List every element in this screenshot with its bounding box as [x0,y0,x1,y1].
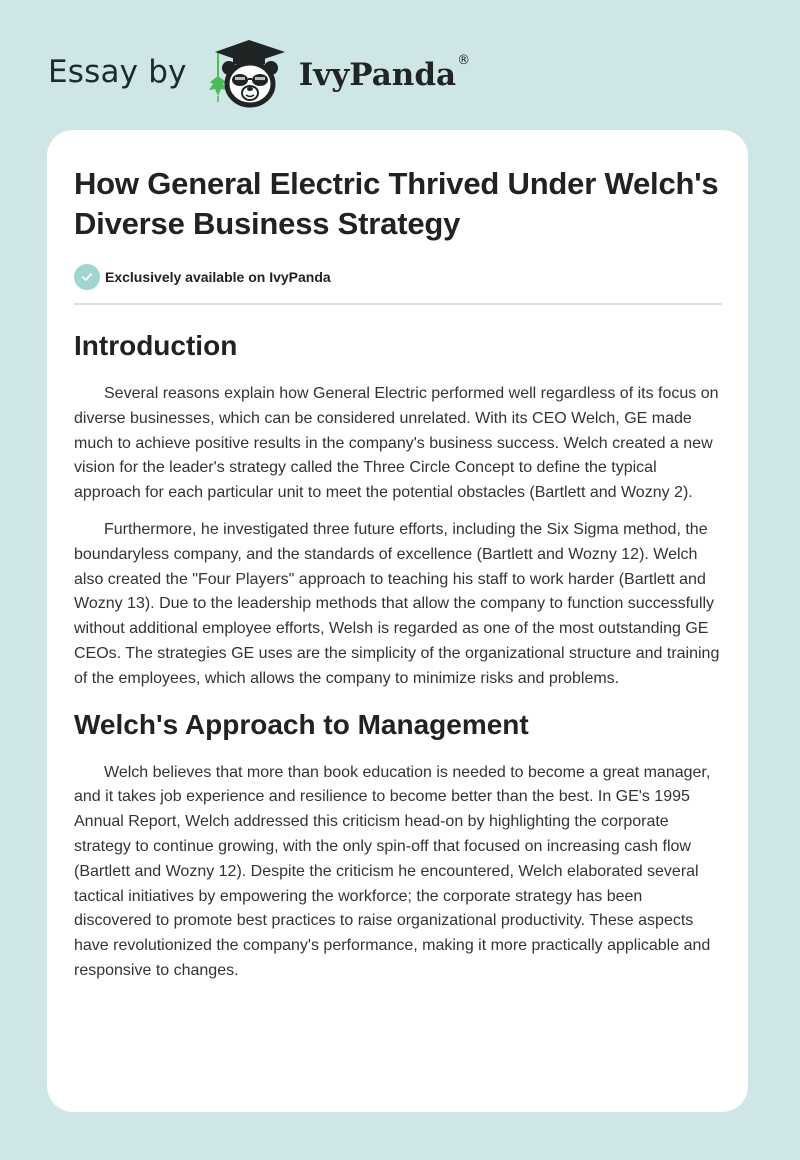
exclusive-text: Exclusively available on IvyPanda [105,269,331,285]
paragraph: Several reasons explain how General Electric performed well regardless of its focus on diverse businesses, which can be considered unrelated. With its CEO Welch, GE made much to achieve positive results in the company's business success. Welch created a new vision for the leader's strategy called the Three Circle Concept to define the typical approach for each particular unit to meet the potential obstacles (Bartlett and Wozny 2). [74,385,719,502]
section-heading-welchs-approach: Welch's Approach to Management [74,708,529,740]
brand-prefix: Essay by [48,54,187,90]
paragraph: Welch believes that more than book education is needed to become a great manager, and it takes job experience and resilience to become better than the best. In GE's 1995 Annual Report, Welch addressed this criticism head-on by highlighting the corporate strategy to continue growing, with the only spin-off that focused on increasing cash flow (Bartlett and Wozny 12). Despite the criticism he encountered, Welch elaborated several tactical initiatives by empowering the workforce; the corporate strategy has been discovered to promote best practices to raise organizational productivity. These aspects have revolutionized the company's performance, making it more practically applicable and responsive to changes. [74,763,711,979]
section-heading-introduction: Introduction [74,330,238,361]
paragraph: Furthermore, he investigated three future efforts, including the Six Sigma method, the boundaryless company, and the standards of excellence (Bartlett and Wozny 12). Welch also created the "Four Players" approach to teaching his staff to work harder (Bartlett and Wozny 13). Due to the leadership methods that allow the company to function successfully without additional employee efforts, Welsh is regarded as one of the most outstanding GE CEOs. The strategies GE uses are the simplicity of the organizational structure and training of the employees, which allows the company to minimize risks and problems. [74,520,720,687]
site-brand[interactable] [48,34,470,114]
panda-graduate-icon [205,38,291,110]
essay-content [74,164,724,984]
essay-card [47,130,748,1112]
brand-name: IvyPanda® [298,53,471,93]
exclusive-badge [74,264,724,290]
registered-mark: ® [457,53,471,68]
check-circle-icon [74,264,100,290]
essay-title: How General Electric Thrived Under Welch's Diverse Business Strategy [74,166,719,241]
title-divider [74,303,722,305]
